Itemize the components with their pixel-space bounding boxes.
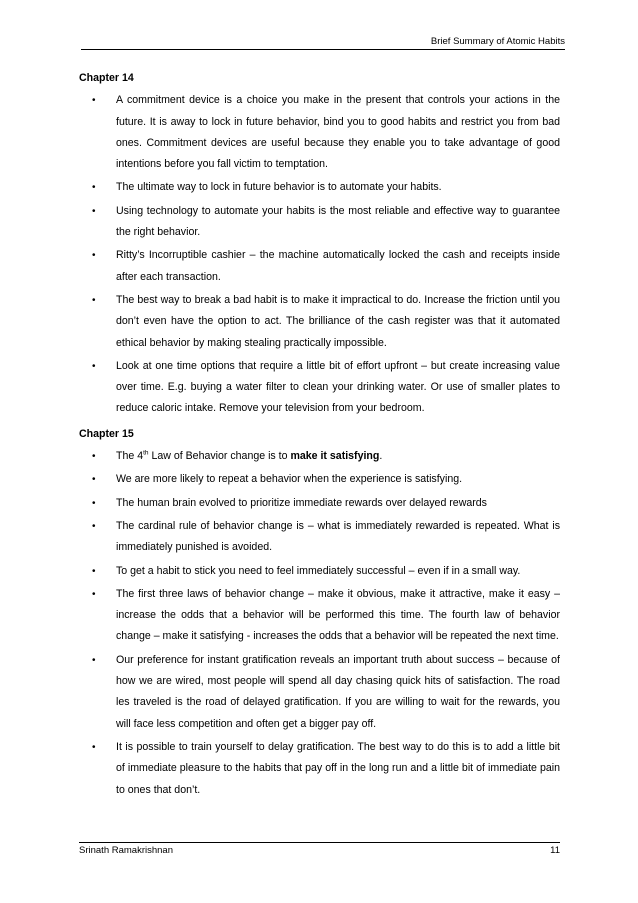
list-item-text: The best way to break a bad habit is to make it impractical to do. Increase the friction until you don’t even have the option to act. The brilliance of the cash register was that it automated ethical behavior by making stealing practically impossible. [116,293,560,349]
chapter-heading: Chapter 15 [79,427,134,440]
list-item [79,177,560,198]
bold-emphasis: make it satisfying [290,450,380,463]
list-item [79,446,560,467]
list-item-text: The first three laws of behavior change – make it obvious, make it attractive, make it easy – increase the odds that a behavior will be performed this time. The fourth law of behavior change – make it satisfying - increases the odds that a behavior will be repeated the next time. [116,587,560,643]
bullet-icon: • [92,205,96,217]
list-item [79,561,560,582]
list-item-text: It is possible to train yourself to delay gratification. The best way to do this is to add a little bit of immediate pleasure to the habits that pay off in the long run and a little bit of immediate pain to ones that don’t. [116,740,560,796]
list-item [79,356,560,420]
header-title: Brief Summary of Atomic Habits [430,36,565,47]
bullet-list [79,90,560,419]
list-item [79,245,560,288]
list-item-text: We are more likely to repeat a behavior when the experience is satisfying. [116,473,463,486]
page-number: 11 [550,845,560,856]
bullet-icon: • [92,565,96,577]
list-item [79,650,560,735]
bullet-icon: • [92,520,96,532]
bullet-icon: • [92,497,96,509]
list-item-text: Our preference for instant gratification reveals an important truth about success – because of how we are wired, most people will spend all day chasing quick hits of satisfaction. The road les traveled is the road of delayed gratification. If you are willing to wait for the rewards, you will face less competition and often get a bigger pay off. [116,653,560,730]
list-item [79,516,560,559]
list-item-text [116,450,382,462]
page-header [81,36,565,50]
list-item [79,290,560,354]
list-item-text: Look at one time options that require a little bit of effort upfront – but create increasing value over time. E.g. buying a water filter to clean your drinking water. Or use of smaller plates to reduce caloric intake. Remove your television from your bedroom. [116,359,560,415]
footer-author: Srinath Ramakrishnan [79,845,173,856]
bullet-icon: • [92,654,96,666]
list-item [79,584,560,648]
superscript: th [143,449,149,457]
text-fragment: The 4 [116,450,144,463]
bullet-icon: • [92,360,96,372]
list-item [79,90,560,175]
page-footer [79,842,560,857]
bullet-icon: • [92,588,96,600]
bullet-icon: • [92,182,96,194]
bullet-icon: • [92,95,96,107]
chapter-heading: Chapter 14 [79,72,134,84]
bullet-icon: • [92,294,96,306]
bullet-icon: • [92,250,96,262]
page-content [79,68,560,803]
bullet-list [79,446,560,801]
list-item [79,737,560,801]
list-item-text: The cardinal rule of behavior change is – what is immediately rewarded is repeated. What is immediately punished is avoided. [116,519,560,554]
list-item-text: The human brain evolved to prioritize immediate rewards over delayed rewards [116,496,487,509]
list-item [79,493,560,514]
list-item-text: The ultimate way to lock in future behavior is to automate your habits. [116,181,442,194]
list-item-text: Using technology to automate your habits is the most reliable and effective way to guarantee the right behavior. [116,204,560,239]
bullet-icon: • [92,451,96,463]
text-fragment: . [379,450,383,463]
list-item-text: A commitment device is a choice you make in the present that controls your actions in the future. It is away to lock in future behavior, bind you to good habits and restrict you from bad ones. Commitment devices are useful because they enable you to take advantage of good intentions before you fall victim to temptation. [116,94,560,171]
list-item [79,201,560,244]
list-item-text: To get a habit to stick you need to feel immediately successful – even if in a small way. [116,564,521,577]
bullet-icon: • [92,474,96,486]
list-item-text: Ritty’s Incorruptible cashier – the machine automatically locked the cash and receipts inside after each transaction. [116,249,560,283]
list-item [79,469,560,490]
text-fragment: Law of Behavior change is to [148,450,291,463]
bullet-icon: • [92,741,96,753]
